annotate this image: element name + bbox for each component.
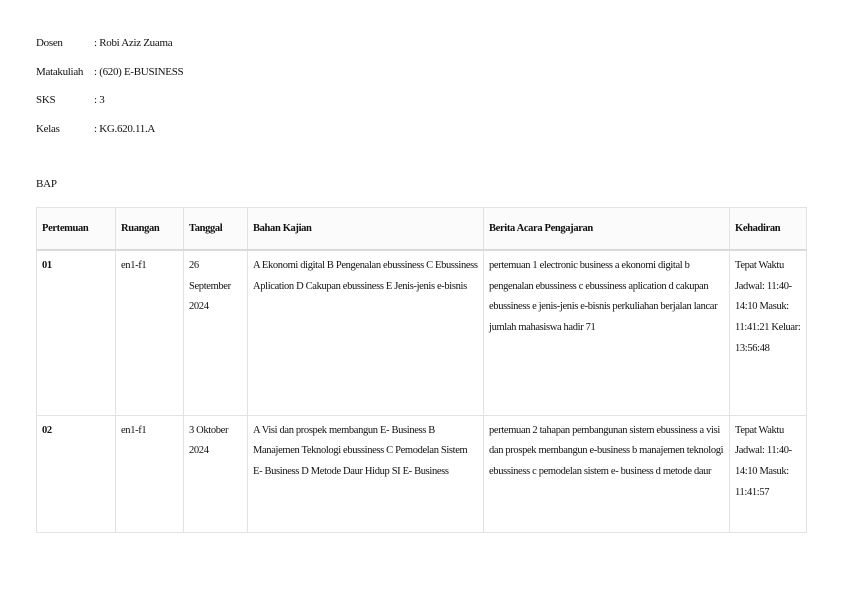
- header-tanggal: Tanggal: [184, 208, 248, 251]
- table-header-row: [37, 208, 807, 251]
- info-row-matakuliah: [36, 65, 183, 94]
- header-pertemuan: Pertemuan: [37, 208, 116, 251]
- info-label: Dosen: [36, 37, 63, 49]
- cell-ruangan: en1-f1: [116, 250, 184, 415]
- course-info: [36, 36, 183, 150]
- info-value: : 3: [94, 94, 105, 106]
- section-title: BAP: [36, 178, 57, 190]
- info-value: : Robi Aziz Zuama: [94, 37, 173, 49]
- cell-pertemuan: 01: [37, 250, 116, 415]
- header-kehadiran: Kehadiran: [730, 208, 807, 251]
- cell-berita-acara: pertemuan 2 tahapan pembangunan sistem ebussiness a visi dan prospek membangun e-business b manajemen teknologi ebussiness c pemodelan sistem e- business d metode daur: [484, 415, 730, 532]
- bap-table: [36, 207, 807, 533]
- info-row-sks: [36, 93, 183, 122]
- info-label: Kelas: [36, 122, 60, 135]
- cell-berita-acara: pertemuan 1 electronic business a ekonomi digital b pengenalan ebussiness c ebussiness aplication d cakupan ebussiness e jenis-jenis e-bisnis perkuliahan berjalan lancar jumlah mahasiswa hadir 71: [484, 250, 730, 415]
- table-row: [37, 250, 807, 415]
- header-berita-acara: Berita Acara Pengajaran: [484, 208, 730, 251]
- table-row: [37, 415, 807, 532]
- header-ruangan: Ruangan: [116, 208, 184, 251]
- cell-pertemuan: 02: [37, 415, 116, 532]
- info-row-dosen: [36, 36, 183, 65]
- header-bahan-kajian: Bahan Kajian: [248, 208, 484, 251]
- info-row-kelas: [36, 122, 183, 151]
- info-value: : KG.620.11.A: [94, 122, 156, 135]
- cell-tanggal: 3 Oktober 2024: [184, 415, 248, 532]
- cell-kehadiran: Tepat Waktu Jadwal: 11:40-14:10 Masuk: 11:41:57: [730, 415, 807, 532]
- cell-bahan-kajian: A Ekonomi digital B Pengenalan ebussiness C Ebussiness Aplication D Cakupan ebussiness E Jenis-jenis e-bisnis: [248, 250, 484, 415]
- cell-kehadiran: Tepat Waktu Jadwal: 11:40-14:10 Masuk: 11:41:21 Keluar: 13:56:48: [730, 250, 807, 415]
- cell-tanggal: 26 September 2024: [184, 250, 248, 415]
- info-value: : (620) E-BUSINESS: [94, 65, 184, 78]
- cell-bahan-kajian: A Visi dan prospek membangun E- Business B Manajemen Teknologi ebussiness C Pemodelan Sistem E- Business D Metode Daur Hidup SI E- Business: [248, 415, 484, 532]
- info-label: Matakuliah: [36, 65, 84, 78]
- cell-ruangan: en1-f1: [116, 415, 184, 532]
- info-label: SKS: [36, 94, 56, 106]
